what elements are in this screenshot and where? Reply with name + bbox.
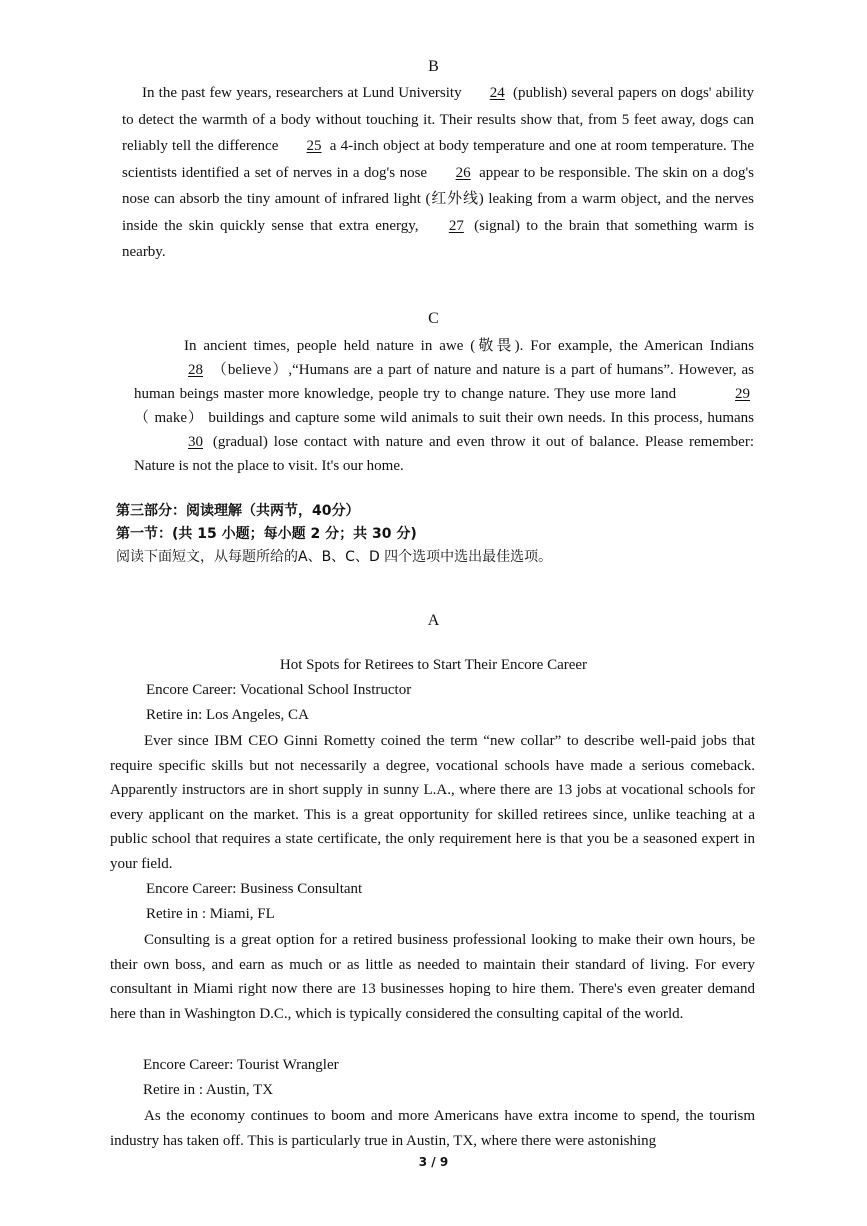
- section-c-paragraph: In ancient times, people held nature in awe (敬畏). For example, the American Indians 28 （believe）,“Humans are a part of nature and nature is a part of humans”. However, as human beings master more knowledge, people try to change nature. They use more land 29 （ make） buildings and capture some wild animals to suit their own needs. In this process, humans 30 (gradual) lose contact with nature and even throw it out of balance. Please remember: Nature is not the place to visit. It's our home.: [134, 338, 755, 474]
- blank-27: 27: [448, 217, 464, 234]
- career-1-label: Encore Career: Vocational School Instructor: [146, 682, 412, 698]
- blank-28: 28: [188, 362, 203, 378]
- section-b-paragraph: In the past few years, researchers at Lund University 24 (publish) several papers on dogs' ability to detect the warmth of a body without touching it. Their results show that, from 5 feet away, dogs can reliably tell the difference 25 a 4-inch object at body temperature and one at room temperature. The scientists identified a set of nerves in a dog's nose 26 appear to be responsible. The skin on a dog's nose can absorb the tiny amount of infrared light (红外线) leaking from a warm object, and the nerves inside the skin quickly sense that extra energy, 27 (signal) to the brain that something warm is nearby.: [122, 80, 754, 266]
- passage-a-paragraph-1: Ever since IBM CEO Ginni Rometty coined the term “new collar” to describe well-paid jobs that require specific skills but not necessarily a degree, vocational schools have made a serious comeback. Apparently instructors are in short supply in sunny L.A., where there are 13 jobs at vocational schools for every applicant on the market. This is a great opportunity for skilled retirees since, unlike teaching at a public school that requires a state certificate, the only requirement here is that you be a seasoned expert in your field.: [110, 733, 755, 872]
- retire-2-label: Retire in : Miami, FL: [146, 906, 275, 922]
- part3-title: 第三部分：阅读理解（共两节，40分）: [116, 503, 360, 519]
- passage-a-title: Hot Spots for Retirees to Start Their Encore Career: [279, 657, 588, 673]
- retire-1-label: Retire in: Los Angeles, CA: [146, 707, 309, 723]
- part3-section1: 第一节：(共 15 小题；每小题 2 分；共 30 分): [116, 526, 417, 542]
- blank-26: 26: [455, 164, 471, 181]
- blank-25: 25: [306, 138, 322, 154]
- section-c-heading: C: [428, 310, 439, 327]
- career-3-label: Encore Career: Tourist Wrangler: [143, 1057, 339, 1073]
- blank-30: 30: [188, 434, 203, 450]
- career-2-label: Encore Career: Business Consultant: [146, 881, 363, 897]
- page-number: 3 / 9: [418, 1155, 449, 1169]
- blank-24: 24: [489, 85, 505, 101]
- passage-a-heading: A: [427, 612, 440, 629]
- part3-instruction: 阅读下面短文，从每题所给的A、B、C、D 四个选项中选出最佳选项。: [116, 549, 553, 565]
- blank-29: 29: [735, 386, 751, 402]
- passage-a-paragraph-3: As the economy continues to boom and more Americans have extra income to spend, the tourism industry has taken off. This is particularly true in Austin, TX, where there were astonishing: [110, 1108, 755, 1149]
- section-b-heading: B: [428, 58, 439, 75]
- retire-3-label: Retire in : Austin, TX: [143, 1082, 274, 1098]
- passage-a-paragraph-2: Consulting is a great option for a retired business professional looking to make their own hours, be their own boss, and earn as much or as little as needed to maintain their standard of living. For every consultant in Miami right now there are 13 businesses hoping to hire them. There's even greater demand here than in Washington D.C., which is typically considered the consulting capital of the world.: [110, 932, 755, 1022]
